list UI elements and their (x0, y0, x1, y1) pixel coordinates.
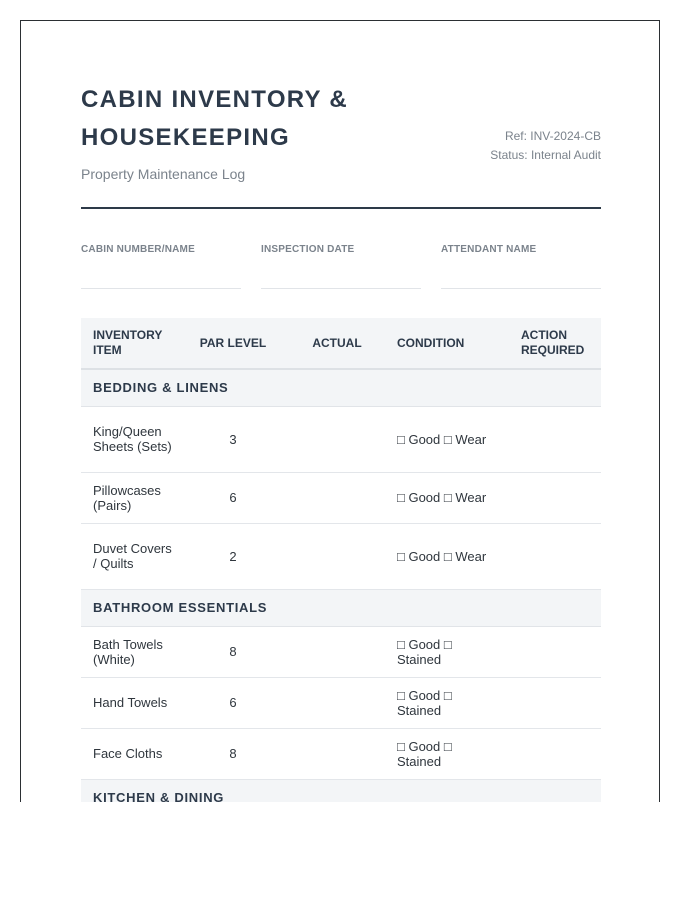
table-row (81, 406, 601, 472)
par-level: 2 (177, 523, 289, 589)
par-level: 3 (177, 406, 289, 472)
condition-options[interactable]: □ Good □ Stained (385, 677, 509, 728)
table-header-row (81, 318, 601, 369)
inspection-date-field[interactable] (261, 243, 421, 289)
column-header-item: INVENTORY ITEM (81, 318, 177, 369)
condition-options[interactable]: □ Good □ Stained (385, 728, 509, 779)
cabin-number-field[interactable] (81, 243, 241, 289)
column-header-actual: ACTUAL (289, 318, 385, 369)
document-status: Status: Internal Audit (490, 148, 601, 162)
actual-count-cell[interactable] (289, 472, 385, 523)
cabin-number-label: CABIN NUMBER/NAME (81, 244, 195, 255)
table-row (81, 677, 601, 728)
item-name: Duvet Covers / Quilts (81, 523, 177, 589)
condition-options[interactable]: □ Good □ Wear (385, 472, 509, 523)
condition-options[interactable]: □ Good □ Stained (385, 626, 509, 677)
actual-count-cell[interactable] (289, 728, 385, 779)
condition-options[interactable]: □ Good □ Wear (385, 406, 509, 472)
page-subtitle: Property Maintenance Log (81, 166, 246, 182)
section-title: BATHROOM ESSENTIALS (81, 589, 601, 626)
action-required-cell[interactable] (509, 728, 601, 779)
column-header-condition: CONDITION (385, 318, 509, 369)
item-name: Hand Towels (81, 677, 177, 728)
attendant-name-label: ATTENDANT NAME (441, 244, 537, 255)
condition-options[interactable]: □ Good □ Wear (385, 523, 509, 589)
column-header-action-required: ACTION REQUIRED (509, 318, 601, 369)
inspection-date-label: INSPECTION DATE (261, 244, 355, 255)
table-row (81, 626, 601, 677)
item-name: Pillowcases (Pairs) (81, 472, 177, 523)
column-header-par-level: PAR LEVEL (177, 318, 289, 369)
section-title: KITCHEN & DINING (81, 779, 601, 802)
action-required-cell[interactable] (509, 677, 601, 728)
actual-count-cell[interactable] (289, 523, 385, 589)
section-title: BEDDING & LINENS (81, 369, 601, 406)
action-required-cell[interactable] (509, 472, 601, 523)
document-meta (481, 127, 601, 165)
par-level: 8 (177, 728, 289, 779)
document-page (20, 20, 660, 802)
actual-count-cell[interactable] (289, 406, 385, 472)
reference-number: Ref: INV-2024-CB (504, 129, 601, 143)
table-row (81, 728, 601, 779)
inventory-table (81, 318, 601, 802)
actual-count-cell[interactable] (289, 677, 385, 728)
item-name: Bath Towels (White) (81, 626, 177, 677)
table-row (81, 472, 601, 523)
document-header (81, 21, 601, 209)
actual-count-cell[interactable] (289, 626, 385, 677)
inspection-fields (81, 243, 601, 289)
section-row-bathroom (81, 589, 601, 626)
par-level: 8 (177, 626, 289, 677)
document-content (81, 21, 601, 802)
par-level: 6 (177, 677, 289, 728)
action-required-cell[interactable] (509, 523, 601, 589)
table-row (81, 523, 601, 589)
section-row-bedding (81, 369, 601, 406)
item-name: King/Queen Sheets (Sets) (81, 406, 177, 472)
section-row-kitchen (81, 779, 601, 802)
action-required-cell[interactable] (509, 406, 601, 472)
action-required-cell[interactable] (509, 626, 601, 677)
attendant-name-field[interactable] (441, 243, 601, 289)
item-name: Face Cloths (81, 728, 177, 779)
par-level: 6 (177, 472, 289, 523)
page-title: CABIN INVENTORY & HOUSEKEEPING (81, 86, 349, 151)
